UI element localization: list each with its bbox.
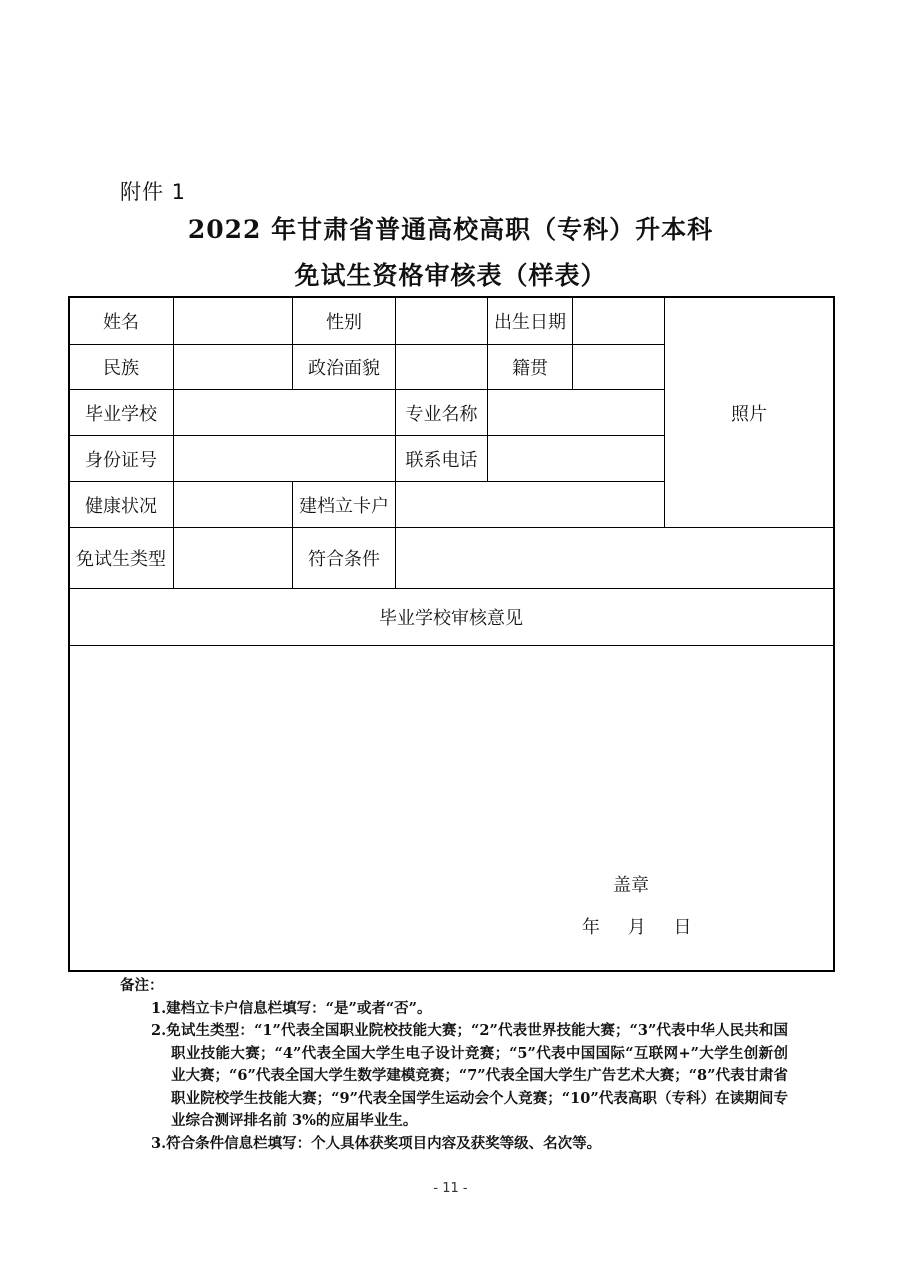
- school-label: 毕业学校: [85, 403, 157, 425]
- form-title-line-2: 免试生资格审核表（样表）: [294, 261, 607, 290]
- gender-field[interactable]: [396, 298, 487, 344]
- id-number-label: 身份证号: [85, 449, 157, 471]
- attachment-label: 附件 1: [120, 180, 187, 204]
- note-item-2: 2.免试生类型：“1”代表全国职业院校技能大赛；“2”代表世界技能大赛；“3”代表中华人民共和国职业技能大赛；“4”代表全国大学生电子设计竞赛；“5”代表中国国际“互联网+”大学生创新创业大赛；“6”代表全国大学生数学建模竞赛；“7”代表全国大学生广告艺术大赛；“8”代表甘肃省职业院校学生技能大赛；“9”代表全国学生运动会个人竞赛；“10”代表高职（专科）在读期间专业综合测评排名前 3%的应届毕业生。: [151, 1022, 788, 1129]
- political-status-label: 政治面貌: [308, 358, 380, 379]
- school-field[interactable]: [174, 390, 395, 435]
- school-review-header: 毕业学校审核意见: [379, 608, 523, 629]
- exemption-type-field[interactable]: [174, 528, 292, 588]
- ethnicity-field[interactable]: [174, 345, 292, 389]
- notes-section: [120, 975, 788, 1155]
- political-status-field[interactable]: [396, 345, 487, 389]
- poverty-household-field[interactable]: [396, 482, 664, 527]
- seal-label: 盖章: [613, 875, 649, 896]
- gender-label: 性别: [326, 312, 362, 333]
- major-label: 专业名称: [405, 403, 478, 425]
- health-field[interactable]: [174, 482, 292, 527]
- phone-label: 联系电话: [405, 449, 478, 471]
- date-label: 年 月 日: [582, 917, 692, 938]
- native-place-field[interactable]: [573, 345, 664, 389]
- health-label: 健康状况: [85, 495, 157, 517]
- page-number: - 11 -: [433, 1181, 468, 1196]
- note-item-1: 1.建档立卡户信息栏填写：“是”或者“否”。: [151, 999, 432, 1017]
- form-title-line-1: 2022 年甘肃省普通高校高职（专科）升本科: [187, 215, 714, 244]
- condition-label: 符合条件: [308, 549, 380, 570]
- name-field[interactable]: [174, 298, 292, 344]
- name-label: 姓名: [103, 312, 139, 333]
- phone-field[interactable]: [488, 436, 664, 481]
- major-field[interactable]: [488, 390, 664, 435]
- id-number-field[interactable]: [174, 436, 395, 481]
- birth-date-field[interactable]: [573, 298, 664, 344]
- photo-box[interactable]: 照片: [731, 403, 767, 425]
- school-review-field[interactable]: [70, 646, 833, 856]
- native-place-label: 籍贯: [512, 358, 548, 379]
- condition-field[interactable]: [396, 528, 833, 588]
- ethnicity-label: 民族: [103, 358, 139, 379]
- birth-date-label: 出生日期: [494, 312, 566, 333]
- note-item-3: 3.符合条件信息栏填写：个人具体获奖项目内容及获奖等级、名次等。: [151, 1134, 602, 1152]
- poverty-household-label: 建档立卡户: [299, 495, 389, 517]
- notes-heading: 备注：: [120, 977, 164, 994]
- exemption-type-label: 免试生类型: [76, 549, 166, 570]
